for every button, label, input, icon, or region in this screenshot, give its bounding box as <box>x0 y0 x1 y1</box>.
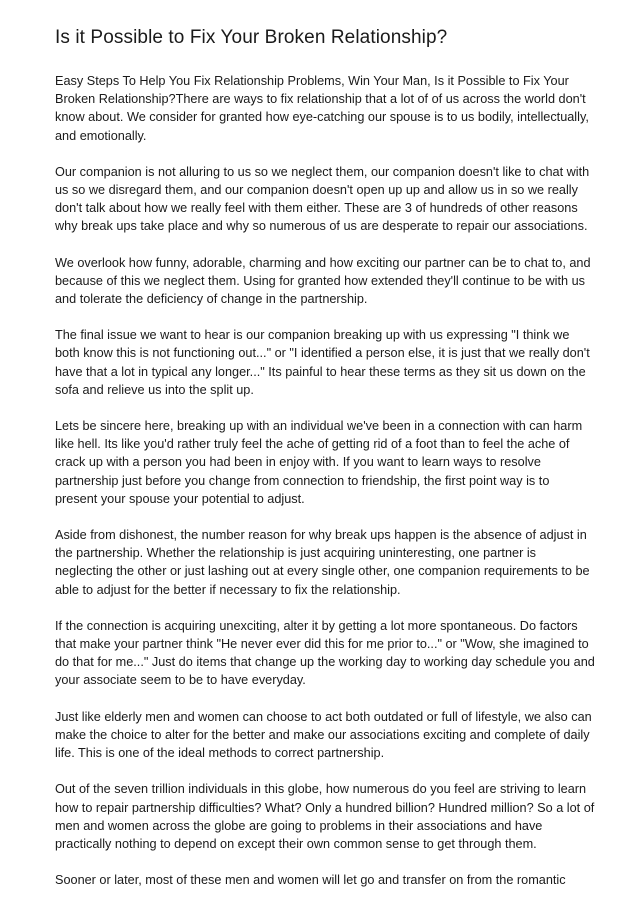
paragraph-9: Out of the seven trillion individuals in this globe, how numerous do you feel are striving to learn how to repair partnership difficulties? What? Only a hundred billion? Hundred million? So a lot of men and women across the globe are going to problems in their associations and have practically nothing to depend on except their own common sense to get through them. <box>55 782 595 851</box>
paragraph-1: Easy Steps To Help You Fix Relationship Problems, Win Your Man, Is it Possible to Fix Your Broken Relationship?There are ways to fix relationship that a lot of of us across the world don't know about. We consider for granted how eye-catching our spouse is to us bodily, intellectually, and emotionally. <box>55 74 589 143</box>
paragraph-4: The final issue we want to hear is our companion breaking up with us expressing "I think we both know this is not functioning out..." or "I identified a person else, it is just that we really don't have that a lot in typical any longer..." Its painful to hear these terms as they sit us down on the sofa and relieve us into the split up. <box>55 328 590 397</box>
paragraph-6: Aside from dishonest, the number reason for why break ups happen is the absence of adjust in the partnership. Whether the relationship is just acquiring uninteresting, one partner is neglecting the other or just lashing out at every single other, one companion requirements to be able to adjust for the better if necessary to fix the relationship. <box>55 528 590 597</box>
paragraph-5: Lets be sincere here, breaking up with an individual we've been in a connection with can harm like hell. Its like you'd rather truly feel the ache of getting rid of a foot than to feel the ache of crack up with a person you had been in enjoy with. If you want to learn ways to resolve partnership just before you change from connection to friendship, the first point way is to present your spouse your potential to adjust. <box>55 419 583 506</box>
paragraph-8: Just like elderly men and women can choose to act both outdated or full of lifestyle, we also can make the choice to alter for the better and make our associations exciting and complete of daily life. This is one of the ideal methods to correct partnership. <box>55 709 592 761</box>
document-page <box>55 26 595 907</box>
document-title: Is it Possible to Fix Your Broken Relationship? <box>55 27 448 48</box>
paragraph-7: If the connection is acquiring unexciting, alter it by getting a lot more spontaneous. Do factors that make your partner think "He never ever did this for me prior to..." or "Wow, she imagined to do that for me..." Just do items that change up the working day to working day schedule you and your associate seem to be to have everyday. <box>55 618 595 688</box>
paragraph-2: Our companion is not alluring to us so we neglect them, our companion doesn't like to chat with us so we disregard them, and our companion doesn't open up up and allow us in so we really don't talk about how we really feel with them either. These are 3 of hundreds of other reasons why break ups take place and why so numerous of us are desperate to repair our associations. <box>55 164 590 234</box>
paragraph-10: Sooner or later, most of these men and women will let go and transfer on from the romantic <box>55 873 566 888</box>
paragraph-3: We overlook how funny, adorable, charming and how exciting our partner can be to chat to, and because of this we neglect them. Using for granted how extended they'll continue to be with us and tolerate the deficiency of change in the partnership. <box>55 255 591 307</box>
